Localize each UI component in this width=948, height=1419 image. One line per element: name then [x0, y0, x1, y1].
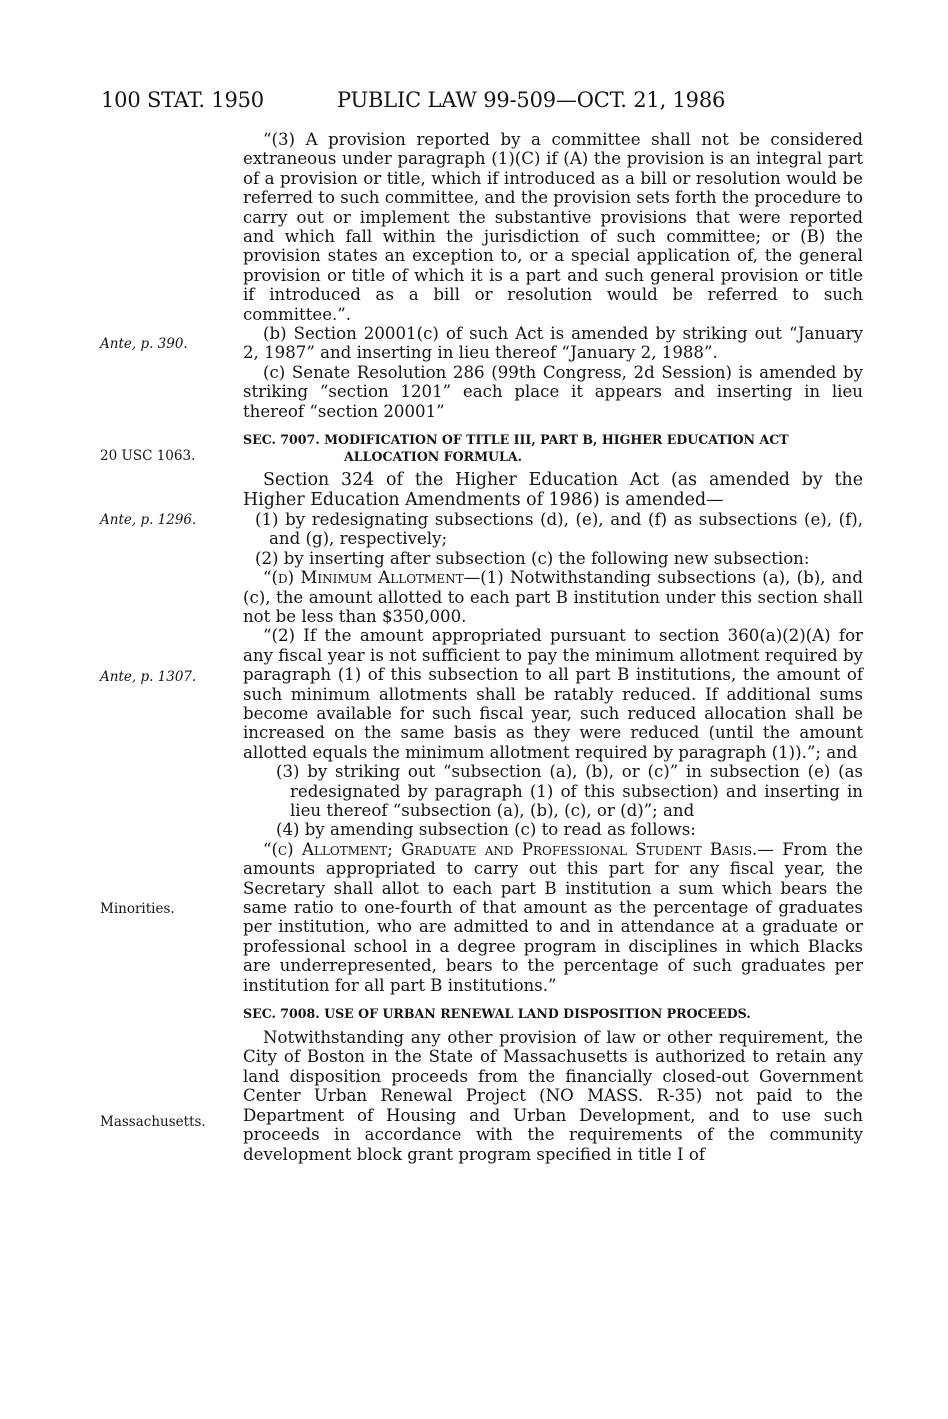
main-text-column [243, 130, 863, 1164]
paragraph-c: (c) Senate Resolution 286 (99th Congress, 2d Session) is amended by striking “section 1201” each place it appears and inserting in lieu thereof “section 20001” [243, 362, 863, 421]
paragraph-section-324: Section 324 of the Higher Education Act (as amended by the Higher Education Amendments of 1986) is amended— [243, 470, 863, 510]
item-2: (2) by inserting after subsection (c) the following new subsection: [255, 548, 810, 568]
margin-note-usc: 20 USC 1063. [100, 448, 196, 464]
paragraph-b: (b) Section 20001(c) of such Act is amended by striking out “January 2, 1987” and inserting in lieu thereof “January 2, 1988”. [243, 324, 863, 363]
margin-note-minorities: Minorities. [100, 901, 175, 917]
paragraph-d1 [243, 568, 863, 626]
item-4: (4) by amending subsection (c) to read as follows: [276, 820, 696, 840]
item-1: (1) by redesignating subsections (d), (e), and (f) as subsections (e), (f), and (g), respectively; [255, 509, 863, 549]
margin-note-massachusetts: Massachusetts. [100, 1114, 206, 1130]
minimum-allotment-text: —(1) Notwithstanding subsections (a), (b), and (c), the amount allotted to each part B institution under this section shall not be less than $350,000. [243, 568, 863, 626]
paragraph-a3: “(3) A provision reported by a committee shall not be considered extraneous under paragraph (1)(C) if (A) the provision is an integral part of a provision or title, which if introduced as a bill or resolution would be referred to such committee, and the provision sets forth the procedure to carry out or implement the substantive provisions that were reported and which fall within the jurisdiction of such committee; or (B) the provision states an exception to, or a special application of, the general provision or title of which it is a part and such general provision or title if introduced as a bill or resolution would be referred to such committee.”. [243, 130, 863, 324]
margin-note-ante-390: Ante, p. 390. [100, 336, 188, 352]
page-running-title: PUBLIC LAW 99-509—OCT. 21, 1986 [337, 88, 726, 112]
item-3: (3) by striking out “subsection (a), (b), or (c)” in subsection (e) (as redesignated by paragraph (1) of this subsection) and inserting in lieu thereof “subsection (a), (b), (c), or (d)”; and [276, 762, 863, 820]
paragraph-d2: “(2) If the amount appropriated pursuant to section 360(a)(2)(A) for any fiscal year is not sufficient to pay the minimum allotment required by paragraph (1) of this subsection to all part B institutions, the amount of such minimum allotments shall be ratably reduced. If additional sums become available for such fiscal year, such reduced allocation shall be increased on the same basis as they were reduced (until the amount allotted equals the minimum allotment required by paragraph (1)).”; and [243, 626, 863, 762]
margin-note-ante-1307: Ante, p. 1307. [100, 669, 197, 685]
minimum-allotment-heading: “(d) Minimum Allotment [263, 568, 464, 588]
section-7007-heading-line1: SEC. 7007. MODIFICATION OF TITLE III, PART B, HIGHER EDUCATION ACT [243, 432, 789, 448]
page-stat-citation: 100 STAT. 1950 [101, 88, 264, 112]
margin-note-ante-1296: Ante, p. 1296. [100, 512, 197, 528]
section-7007-heading-line2: ALLOCATION FORMULA. [344, 449, 522, 465]
paragraph-section-7008: Notwithstanding any other provision of law or other requirement, the City of Boston in the State of Massachusetts is authorized to retain any land disposition proceeds from the financially closed-out Government Center Urban Renewal Project (NO MASS. R-35) not paid to the Department of Housing and Urban Development, and to use such proceeds in accordance with the requirements of the community development block grant program specified in title I of [243, 1028, 863, 1164]
allotment-heading: “(c) Allotment; Graduate and Professional Student Basis.— [263, 839, 774, 859]
paragraph-c-allotment [243, 840, 863, 995]
section-7008-heading: SEC. 7008. USE OF URBAN RENEWAL LAND DISPOSITION PROCEEDS. [243, 1006, 751, 1022]
section-7007-heading [243, 431, 863, 465]
allotment-text: From the amounts appropriated to carry out this part for any fiscal year, the Secretary shall allot to each part B institution a sum which bears the same ratio to one-fourth of that amount as the percentage of graduates per institution, who are admitted to and in attendance at a graduate or professional school in a degree program in disciplines in which Blacks are underrepresented, bears to the percentage of such graduates per institution for all part B institutions.” [243, 839, 864, 995]
